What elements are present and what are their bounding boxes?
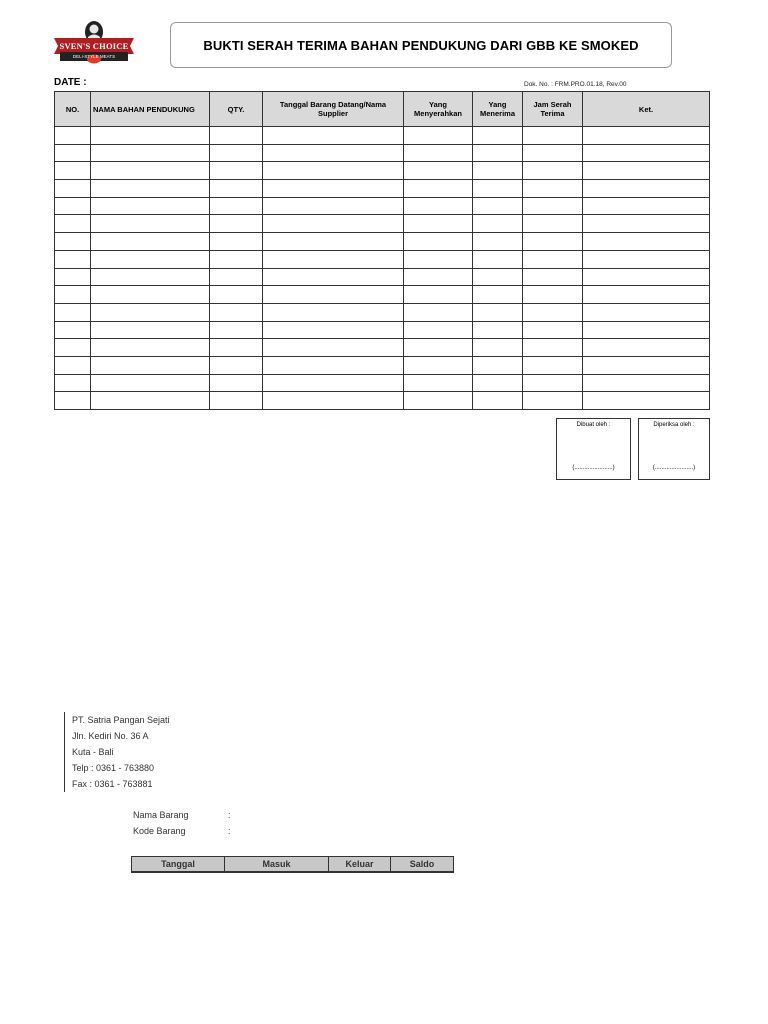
table-cell[interactable] — [404, 144, 473, 162]
table-body — [55, 127, 710, 410]
table-cell[interactable] — [523, 144, 583, 162]
table-cell[interactable] — [91, 215, 210, 233]
company-phone: Telp : 0361 - 763880 — [72, 763, 155, 773]
made-by-label: Dibuat oleh : — [576, 422, 611, 428]
table-cell[interactable] — [583, 321, 710, 339]
col-header-no: NO. — [55, 92, 91, 127]
table-cell[interactable] — [55, 268, 91, 286]
table-cell[interactable] — [473, 268, 523, 286]
handover-table — [54, 91, 710, 410]
table-cell[interactable] — [404, 286, 473, 304]
table-cell[interactable] — [210, 286, 263, 304]
table-row — [55, 250, 710, 268]
made-by-signature-line: (.......................) — [572, 465, 615, 471]
table-cell[interactable] — [91, 250, 210, 268]
table-cell[interactable] — [473, 215, 523, 233]
table-cell[interactable] — [91, 321, 210, 339]
table-cell[interactable] — [523, 127, 583, 145]
table-cell[interactable] — [523, 374, 583, 392]
table-cell[interactable] — [210, 392, 263, 410]
table-cell[interactable] — [404, 374, 473, 392]
title-box — [170, 22, 672, 68]
company-fax: Fax : 0361 - 763881 — [72, 779, 153, 789]
table-cell[interactable] — [473, 197, 523, 215]
table-row — [55, 321, 710, 339]
table-cell[interactable] — [263, 286, 404, 304]
table-cell[interactable] — [210, 215, 263, 233]
table-cell[interactable] — [263, 303, 404, 321]
col-header-qty: QTY. — [210, 92, 263, 127]
table-cell[interactable] — [210, 303, 263, 321]
table-cell[interactable] — [523, 268, 583, 286]
table-cell[interactable] — [263, 162, 404, 180]
table-row — [55, 392, 710, 410]
table-cell[interactable] — [583, 127, 710, 145]
table-row — [55, 197, 710, 215]
table-cell[interactable] — [263, 197, 404, 215]
table-cell[interactable] — [523, 250, 583, 268]
table-cell[interactable] — [210, 321, 263, 339]
table-cell[interactable] — [55, 321, 91, 339]
table-cell[interactable] — [91, 356, 210, 374]
table-cell[interactable] — [523, 392, 583, 410]
date-label: DATE : — [54, 77, 87, 88]
table-row — [55, 162, 710, 180]
table-cell[interactable] — [404, 356, 473, 374]
col-header-nama-bahan: NAMA BAHAN PENDUKUNG — [91, 92, 210, 127]
table-cell[interactable] — [91, 233, 210, 251]
nama-barang-label: Nama Barang — [133, 810, 189, 820]
table-cell[interactable] — [210, 268, 263, 286]
col-header-tanggal-supplier: Tanggal Barang Datang/Nama Supplier — [263, 92, 404, 127]
table-cell[interactable] — [91, 286, 210, 304]
table-cell[interactable] — [91, 303, 210, 321]
table-cell[interactable] — [210, 180, 263, 198]
table-cell[interactable] — [91, 392, 210, 410]
table-cell[interactable] — [523, 356, 583, 374]
table-cell[interactable] — [91, 374, 210, 392]
table-cell[interactable] — [55, 356, 91, 374]
table-cell[interactable] — [404, 268, 473, 286]
table-cell[interactable] — [263, 250, 404, 268]
table-cell[interactable] — [91, 162, 210, 180]
table-row — [55, 127, 710, 145]
table-cell[interactable] — [263, 180, 404, 198]
table-cell[interactable] — [263, 268, 404, 286]
table-cell[interactable] — [210, 374, 263, 392]
table-row — [55, 180, 710, 198]
table-cell[interactable] — [91, 339, 210, 357]
table-cell[interactable] — [210, 250, 263, 268]
table-cell[interactable] — [404, 127, 473, 145]
table-cell[interactable] — [583, 162, 710, 180]
table-cell[interactable] — [583, 268, 710, 286]
table-cell[interactable] — [263, 321, 404, 339]
table-cell[interactable] — [91, 180, 210, 198]
table-cell[interactable] — [523, 197, 583, 215]
table-row — [55, 268, 710, 286]
table-cell[interactable] — [473, 303, 523, 321]
table-cell[interactable] — [583, 144, 710, 162]
table-cell[interactable] — [210, 162, 263, 180]
table-cell[interactable] — [583, 197, 710, 215]
table-cell[interactable] — [404, 321, 473, 339]
table-cell[interactable] — [473, 321, 523, 339]
table-cell[interactable] — [210, 144, 263, 162]
table-cell[interactable] — [210, 197, 263, 215]
checked-by-box — [638, 418, 710, 480]
table-cell[interactable] — [473, 286, 523, 304]
table-cell[interactable] — [583, 339, 710, 357]
table-row — [55, 339, 710, 357]
table-cell[interactable] — [473, 162, 523, 180]
document-number: Dok. No. : FRM.PRO.01.18, Rev.00 — [524, 81, 627, 88]
table-cell[interactable] — [473, 356, 523, 374]
col-header-yang-menyerahkan: Yang Menyerahkan — [404, 92, 473, 127]
table-cell[interactable] — [523, 215, 583, 233]
table-row — [55, 374, 710, 392]
table-cell[interactable] — [523, 162, 583, 180]
company-name: PT. Satria Pangan Sejati — [72, 715, 170, 725]
table-cell[interactable] — [583, 286, 710, 304]
table-row — [55, 356, 710, 374]
table-cell[interactable] — [210, 233, 263, 251]
table-cell[interactable] — [583, 180, 710, 198]
table-cell[interactable] — [583, 215, 710, 233]
nama-barang-colon: : — [228, 810, 231, 820]
table-row — [55, 144, 710, 162]
table-cell[interactable] — [91, 144, 210, 162]
table-cell[interactable] — [263, 339, 404, 357]
table-cell[interactable] — [55, 144, 91, 162]
table-cell[interactable] — [473, 374, 523, 392]
table-cell[interactable] — [55, 197, 91, 215]
table-cell[interactable] — [55, 303, 91, 321]
table-cell[interactable] — [473, 144, 523, 162]
table-header-row — [55, 92, 710, 127]
logo-tagline: DELI-STYLE MEATS — [72, 54, 116, 59]
table-cell[interactable] — [55, 392, 91, 410]
table-cell[interactable] — [55, 162, 91, 180]
kode-barang-colon: : — [228, 826, 231, 836]
table-cell[interactable] — [473, 250, 523, 268]
table-cell[interactable] — [210, 356, 263, 374]
company-logo — [52, 20, 136, 64]
table-row — [55, 286, 710, 304]
table-cell[interactable] — [404, 233, 473, 251]
table-cell[interactable] — [55, 215, 91, 233]
table-cell[interactable] — [523, 321, 583, 339]
table-cell[interactable] — [583, 250, 710, 268]
table-cell[interactable] — [583, 233, 710, 251]
table-cell[interactable] — [55, 286, 91, 304]
table-cell[interactable] — [404, 180, 473, 198]
table-row — [55, 303, 710, 321]
table-cell[interactable] — [523, 303, 583, 321]
logo-brand: SVEN'S CHOICE — [59, 41, 129, 51]
company-info — [64, 712, 170, 792]
table-cell[interactable] — [473, 339, 523, 357]
stock-card-table — [131, 856, 454, 873]
table-cell[interactable] — [404, 215, 473, 233]
company-address-line1: Jln. Kediri No. 36 A — [72, 731, 149, 741]
checked-by-label: Diperiksa oleh : — [653, 422, 695, 428]
col-header-yang-menerima: Yang Menerima — [473, 92, 523, 127]
page-title: BUKTI SERAH TERIMA BAHAN PENDUKUNG DARI GBB KE SMOKED — [203, 37, 639, 53]
table-cell[interactable] — [55, 374, 91, 392]
table-cell[interactable] — [55, 127, 91, 145]
table-cell[interactable] — [210, 339, 263, 357]
table-cell[interactable] — [263, 392, 404, 410]
table-cell[interactable] — [404, 392, 473, 410]
table-cell[interactable] — [583, 303, 710, 321]
table-cell[interactable] — [263, 356, 404, 374]
table-cell[interactable] — [404, 250, 473, 268]
col-header-keluar: Keluar — [329, 857, 391, 873]
col-header-jam-serah-terima: Jam Serah Terima — [523, 92, 583, 127]
table-cell[interactable] — [583, 356, 710, 374]
table-cell[interactable] — [263, 144, 404, 162]
table-cell[interactable] — [523, 233, 583, 251]
col-header-saldo: Saldo — [391, 857, 454, 873]
table-cell[interactable] — [55, 250, 91, 268]
table-cell[interactable] — [404, 162, 473, 180]
col-header-ket: Ket. — [583, 92, 710, 127]
checked-by-signature-line: (.......................) — [652, 465, 696, 471]
table-cell[interactable] — [263, 374, 404, 392]
company-address-line2: Kuta - Bali — [72, 747, 114, 757]
table-cell[interactable] — [583, 392, 710, 410]
table-cell[interactable] — [523, 286, 583, 304]
table-row — [55, 215, 710, 233]
table-cell[interactable] — [473, 392, 523, 410]
kode-barang-label: Kode Barang — [133, 826, 186, 836]
table-cell[interactable] — [55, 339, 91, 357]
table-cell[interactable] — [473, 233, 523, 251]
table-cell[interactable] — [210, 127, 263, 145]
table-cell[interactable] — [523, 339, 583, 357]
table-cell[interactable] — [55, 180, 91, 198]
col-header-masuk: Masuk — [225, 857, 329, 873]
table-cell[interactable] — [55, 233, 91, 251]
table-cell[interactable] — [91, 197, 210, 215]
table-cell[interactable] — [404, 339, 473, 357]
col-header-tanggal: Tanggal — [132, 857, 225, 873]
table-cell[interactable] — [263, 233, 404, 251]
table-row — [55, 233, 710, 251]
table-cell[interactable] — [91, 268, 210, 286]
table-cell[interactable] — [473, 180, 523, 198]
table-cell[interactable] — [583, 374, 710, 392]
stock-header-row — [132, 857, 454, 873]
table-cell[interactable] — [263, 215, 404, 233]
made-by-box — [556, 418, 631, 480]
table-cell[interactable] — [523, 180, 583, 198]
table-cell[interactable] — [404, 197, 473, 215]
table-cell[interactable] — [91, 127, 210, 145]
table-cell[interactable] — [404, 303, 473, 321]
table-cell[interactable] — [473, 127, 523, 145]
table-cell[interactable] — [263, 127, 404, 145]
